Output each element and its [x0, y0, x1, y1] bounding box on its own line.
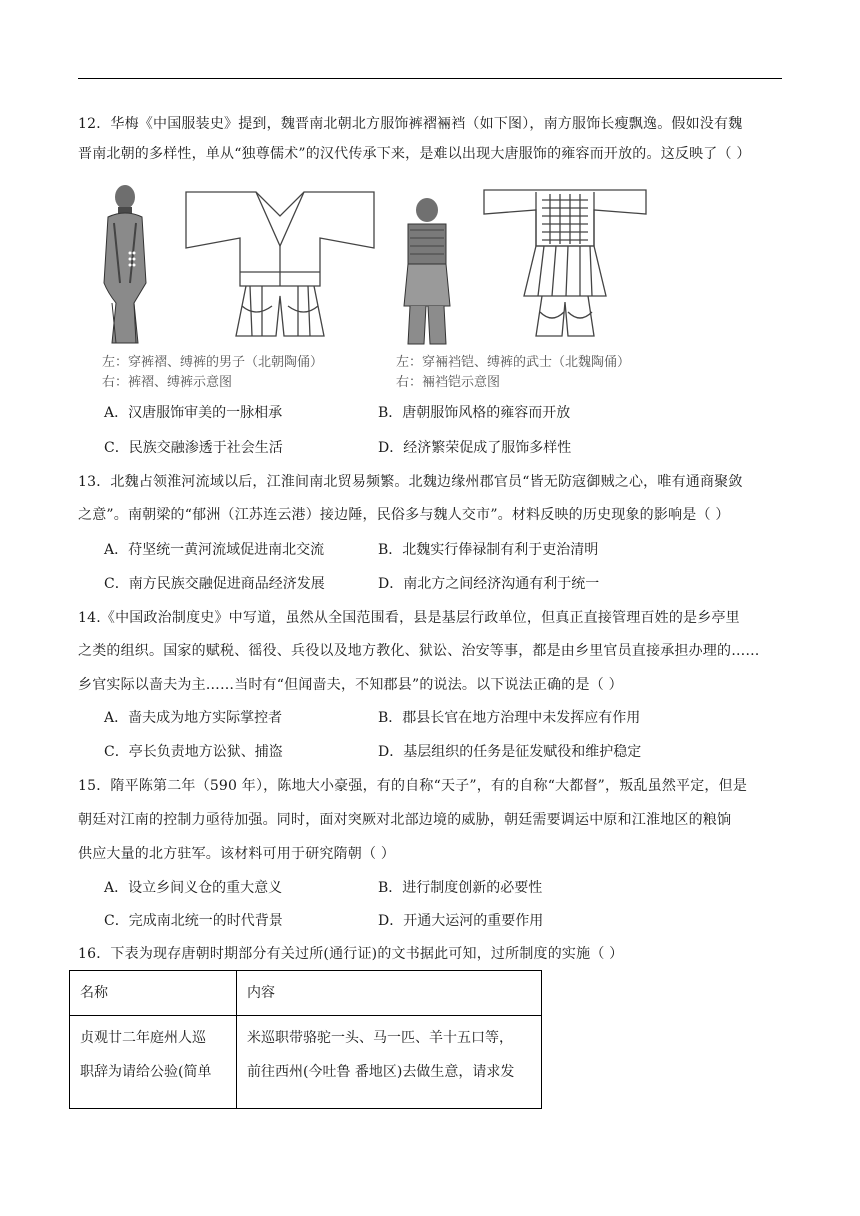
q12-stem-line-1: 12．华梅《中国服装史》提到，魏晋南北朝北方服饰裤褶裲裆（如下图），南方服饰长瘦飘逸。假如没有魏 — [78, 116, 743, 132]
q15-option-b[interactable]: B．进行制度创新的必要性 — [378, 880, 543, 896]
q12-stem-line-2: 晋南北朝的多样性，单从“独尊儒术”的汉代传承下来，是难以出现大唐服饰的雍容而开放的。这反映了（ ） — [78, 146, 751, 162]
q12-option-c[interactable]: C．民族交融渗透于社会生活 — [104, 440, 283, 456]
table-cell-content-line-2: 前往西州(今吐鲁 番地区)去做生意，请求发 — [247, 1064, 515, 1080]
kuzhe-diagram-image — [180, 186, 380, 346]
q14-option-b[interactable]: B．郡县长官在地方治理中未发挥应有作用 — [378, 710, 641, 726]
q12-option-a[interactable]: A．汉唐服饰审美的一脉相承 — [104, 405, 283, 421]
q15-stem-line-3: 供应大量的北方驻军。该材料可用于研究隋朝（ ） — [78, 846, 396, 862]
table-row — [70, 1016, 542, 1109]
table-cell-content-line-1: 米巡职带骆驼一头、马一匹、羊十五口等， — [247, 1030, 513, 1046]
q14-option-d[interactable]: D．基层组织的任务是征发赋役和维护稳定 — [378, 744, 642, 760]
table-cell-name-line-2: 职辞为请给公验(简单 — [80, 1064, 212, 1080]
q15-option-d[interactable]: D．开通大运河的重要作用 — [378, 913, 544, 929]
q13-option-c[interactable]: C．南方民族交融促进商品经济发展 — [104, 576, 325, 592]
q16-table — [69, 970, 542, 1109]
q12-caption-right-1: 左：穿裲裆铠、缚裤的武士（北魏陶俑） — [396, 355, 631, 370]
q14-stem-line-2: 之类的组织。国家的赋税、徭役、兵役以及地方教化、狱讼、治安等事，都是由乡里官员直接承担办理的…… — [78, 643, 760, 659]
q12-option-d[interactable]: D．经济繁荣促成了服饰多样性 — [378, 440, 572, 456]
q15-option-c[interactable]: C．完成南北统一的时代背景 — [104, 913, 283, 929]
table-cell-name — [70, 1016, 237, 1109]
q12-caption-left-1: 左：穿裤褶、缚裤的男子（北朝陶俑） — [102, 355, 324, 370]
q15-stem-line-2: 朝廷对江南的控制力亟待加强。同时，面对突厥对北部边境的威胁，朝廷需要调运中原和江淮地区的粮饷 — [78, 812, 732, 828]
q12-caption-left-2: 右：裤褶、缚裤示意图 — [102, 375, 233, 390]
table-cell-content — [237, 1016, 542, 1109]
table-header-row — [70, 971, 542, 1016]
q14-option-a[interactable]: A．啬夫成为地方实际掌控者 — [104, 710, 283, 726]
q14-stem-line-3: 乡官实际以啬夫为主……当时有“但闻啬夫，不知郡县”的说法。以下说法正确的是（ ） — [78, 677, 623, 693]
armour-diagram-image — [480, 186, 650, 346]
q13-stem-line-2: 之意”。南朝梁的“郁洲（江苏连云港）接边陲，民俗多与魏人交市”。材料反映的历史现象的影响是（ ） — [78, 507, 730, 523]
figurine-warrior-image — [396, 196, 458, 346]
figurine-man-image — [90, 183, 160, 345]
q15-stem-line-1: 15．隋平陈第二年（590 年），陈地大小豪强，有的自称“天子”，有的自称“大都督”，叛乱虽然平定，但是 — [78, 778, 748, 794]
q15-option-a[interactable]: A．设立乡间义仓的重大意义 — [104, 880, 283, 896]
q13-option-d[interactable]: D．南北方之间经济沟通有利于统一 — [378, 576, 600, 592]
q13-stem-line-1: 13．北魏占领淮河流域以后，江淮间南北贸易频繁。北魏边缘州郡官员“皆无防寇御贼之心，唯有通商聚敛 — [78, 474, 743, 490]
header-rule — [78, 78, 782, 79]
q13-option-a[interactable]: A．苻坚统一黄河流域促进南北交流 — [104, 542, 325, 558]
q12-option-b[interactable]: B．唐朝服饰风格的雍容而开放 — [378, 405, 571, 421]
table-cell-name-line-1: 贞观廿二年庭州人巡 — [80, 1030, 206, 1046]
q12-caption-right-2: 右：裲裆铠示意图 — [396, 375, 501, 390]
q16-stem-line-1: 16．下表为现存唐朝时期部分有关过所(通行证)的文书据此可知，过所制度的实施（ ） — [78, 946, 624, 962]
table-header-name: 名称 — [70, 971, 237, 1016]
q14-option-c[interactable]: C．亭长负责地方讼狱、捕盗 — [104, 744, 283, 760]
q14-stem-line-1: 14.《中国政治制度史》中写道，虽然从全国范围看，县是基层行政单位，但真正直接管理百姓的是乡亭里 — [78, 610, 740, 626]
table-header-content: 内容 — [237, 971, 542, 1016]
q13-option-b[interactable]: B．北魏实行俸禄制有利于吏治清明 — [378, 542, 599, 558]
